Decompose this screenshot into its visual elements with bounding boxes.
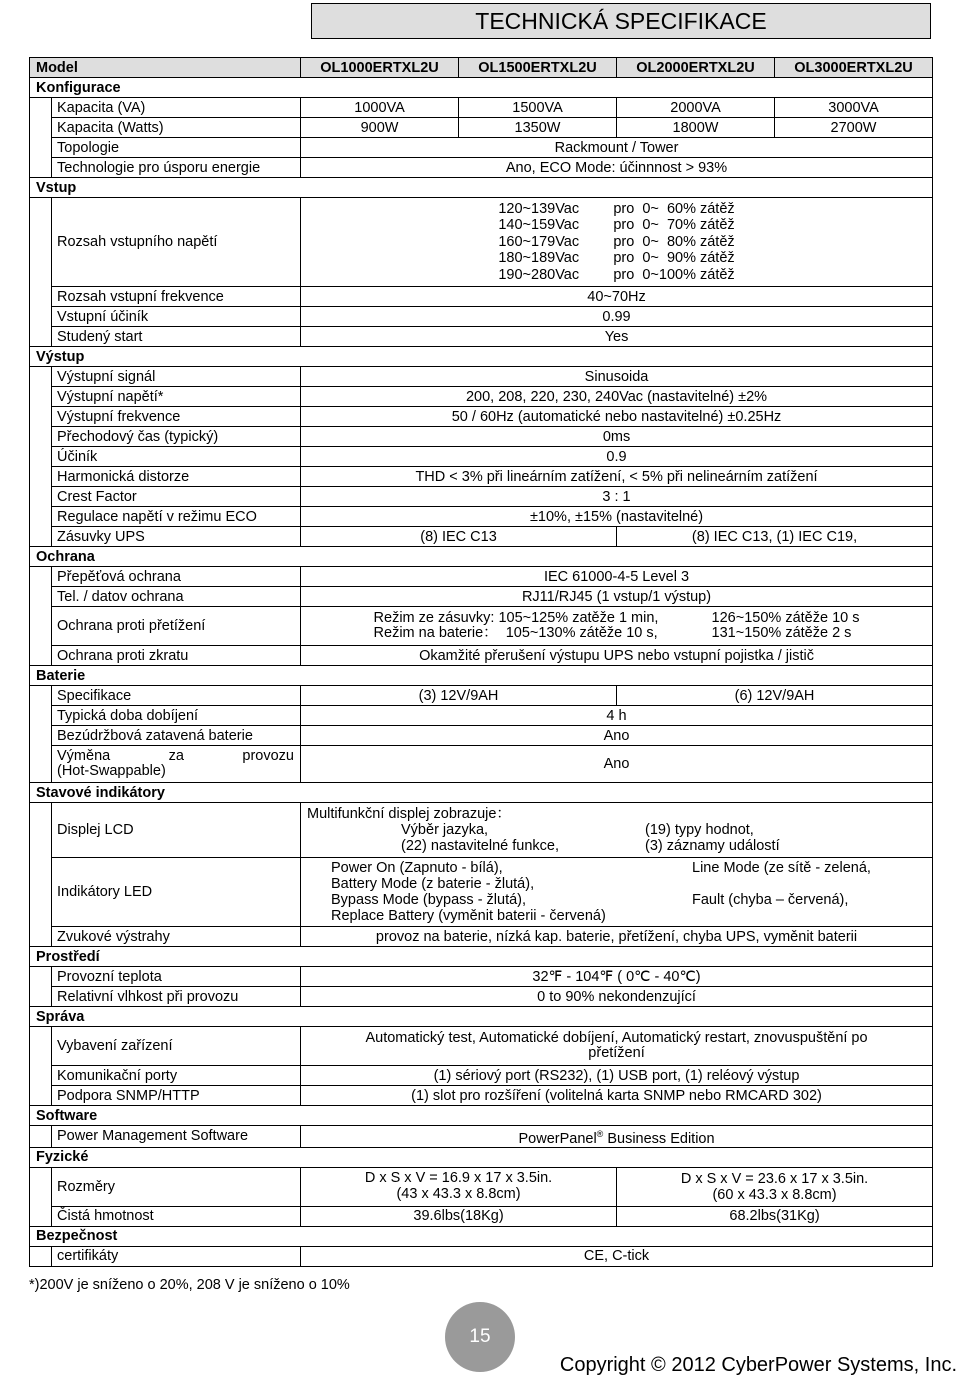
row-label: Typická doba dobíjení [52, 706, 301, 726]
table-row [30, 1086, 933, 1106]
led-item: Line Mode (ze sítě - zelená, [692, 860, 871, 876]
software-edition: Business Edition [603, 1130, 715, 1147]
cell-value: 0ms [301, 427, 933, 447]
row-label: Přechodový čas (typický) [52, 427, 301, 447]
row-label: Specifikace [52, 686, 301, 706]
page-number: 15 [445, 1302, 515, 1372]
cell-value: (1) sériový port (RS232), (1) USB port, (1) reléový výstup [301, 1066, 933, 1086]
row-label: Rozsah vstupní frekvence [52, 287, 301, 307]
lcd-item: Výběr jazyka, [401, 822, 489, 838]
table-row [30, 327, 933, 347]
row-label: Účiník [52, 447, 301, 467]
cell-value: (1) slot pro rozšíření (volitelná karta SNMP nebo RMCARD 302) [301, 1086, 933, 1106]
led-item: Fault (chyba – červená), [692, 892, 849, 908]
cell-value: Ano [301, 726, 933, 746]
range-load: pro 0~100% zátěž [613, 266, 735, 283]
row-label: Relativní vlhkost při provozu [52, 987, 301, 1007]
table-row [30, 467, 933, 487]
cell-value: RJ11/RJ45 (1 vstup/1 výstup) [301, 587, 933, 607]
model-1: OL1000ERTXL2U [301, 58, 459, 78]
cell-value: (8) IEC C13 [301, 527, 617, 547]
section-management: Správa [30, 1007, 933, 1027]
range-load: pro 0~ 60% zátěž [613, 200, 735, 217]
section-physical: Fyzické [30, 1147, 933, 1167]
section-protection: Ochrana [30, 547, 933, 567]
table-row [30, 138, 933, 158]
cell-value: provoz na baterie, nízká kap. baterie, přetížení, chyba UPS, vyměnit baterii [301, 927, 933, 947]
table-row [30, 686, 933, 706]
row-label: Výstupní napětí* [52, 387, 301, 407]
cell-value: 900W [301, 118, 459, 138]
row-label: Čistá hmotnost [52, 1206, 301, 1226]
section-input: Vstup [30, 178, 933, 198]
row-label: Tel. / datov ochrana [52, 587, 301, 607]
table-row [30, 118, 933, 138]
range-load: pro 0~ 70% zátěž [613, 217, 735, 234]
table-row [30, 967, 933, 987]
cell-value: 0 to 90% nekondenzující [301, 987, 933, 1007]
cell-value: 50 / 60Hz (automatické nebo nastavitelné) ±0.25Hz [301, 407, 933, 427]
table-row [30, 858, 933, 927]
row-label: Zvukové výstrahy [52, 927, 301, 947]
row-label: za [168, 748, 184, 764]
cell-value: Okamžité přerušení výstupu UPS nebo vstupní pojistka / jistič [301, 646, 933, 666]
cell-value: THD < 3% při lineárním zatížení, < 5% při nelineárním zatížení [301, 467, 933, 487]
cell-value: CE, C-tick [301, 1246, 933, 1266]
lcd-item: (3) záznamy událostí [645, 838, 780, 854]
dimensions-a [301, 1167, 617, 1206]
row-label: Zásuvky UPS [52, 527, 301, 547]
dimensions-b [617, 1167, 933, 1206]
input-voltage-ranges [301, 198, 933, 287]
software-cell [301, 1126, 933, 1148]
table-row [30, 98, 933, 118]
features-cell [301, 1027, 933, 1066]
table-row [30, 427, 933, 447]
dim-line: D x S x V = 16.9 x 17 x 3.5in. [364, 1170, 553, 1187]
table-row [30, 587, 933, 607]
cell-value: Rackmount / Tower [301, 138, 933, 158]
table-row [30, 367, 933, 387]
table-row [30, 487, 933, 507]
row-label: Výstupní signál [52, 367, 301, 387]
row-label: Bezúdržbová zatavená baterie [52, 726, 301, 746]
registered-mark: ® [596, 1129, 604, 1139]
row-label: provozu [242, 748, 294, 764]
row-label: Studený start [52, 327, 301, 347]
row-label: Topologie [52, 138, 301, 158]
row-label: Výměna [57, 748, 111, 764]
cell-value: Sinusoida [301, 367, 933, 387]
led-item: Replace Battery (vyměnit baterii - červená) [331, 908, 606, 924]
cell-value: 1500VA [459, 98, 617, 118]
table-row [30, 706, 933, 726]
table-header-row [30, 58, 933, 78]
cell-value: 4 h [301, 706, 933, 726]
row-label: (Hot-Swappable) [57, 763, 166, 779]
overload-line: Režim ze zásuvky: 105~125% zatěže 1 min, [373, 609, 659, 626]
table-row [30, 646, 933, 666]
cell-value: 1000VA [301, 98, 459, 118]
range-voltage: 140~159Vac [498, 217, 580, 234]
cell-value: Ano, ECO Mode: účinnnost > 93% [301, 158, 933, 178]
features-line: přetížení [588, 1045, 645, 1061]
range-voltage: 190~280Vac [498, 266, 580, 283]
cell-value: 1350W [459, 118, 617, 138]
row-label: Rozsah vstupního napětí [52, 198, 301, 287]
cell-value: 2000VA [617, 98, 775, 118]
row-label: Harmonická distorze [52, 467, 301, 487]
cell-value: (6) 12V/9AH [617, 686, 933, 706]
cell-value: 0.99 [301, 307, 933, 327]
footnote: *)200V je sníženo o 20%, 208 V je sníženo o 10% [29, 1277, 350, 1293]
cell-value: 40~70Hz [301, 287, 933, 307]
row-label: Výstupní frekvence [52, 407, 301, 427]
row-label: Indikátory LED [52, 858, 301, 927]
led-cell [301, 858, 933, 927]
model-header: Model [30, 58, 301, 78]
overload-line: 126~150% zátěže 10 s [711, 609, 860, 626]
table-row [30, 387, 933, 407]
cell-value: 2700W [775, 118, 933, 138]
cell-value: 68.2lbs(31Kg) [617, 1206, 933, 1226]
section-software: Software [30, 1106, 933, 1126]
row-label: Přepěťová ochrana [52, 567, 301, 587]
range-load: pro 0~ 90% zátěž [613, 250, 735, 267]
model-4: OL3000ERTXL2U [775, 58, 933, 78]
row-label: Power Management Software [52, 1126, 301, 1148]
cell-value: 0.9 [301, 447, 933, 467]
section-environment: Prostředí [30, 947, 933, 967]
row-label: Ochrana proti zkratu [52, 646, 301, 666]
page-title: TECHNICKÁ SPECIFIKACE [311, 3, 931, 39]
cell-value: 1800W [617, 118, 775, 138]
row-label: Crest Factor [52, 487, 301, 507]
overload-cell [301, 607, 933, 646]
features-line: Automatický test, Automatické dobíjení, Automatický restart, znovuspuštění po [365, 1029, 868, 1046]
table-row [30, 987, 933, 1007]
lcd-item: (22) nastavitelné funkce, [401, 838, 559, 854]
lcd-item: (19) typy hodnot, [645, 822, 754, 838]
row-label: Regulace napětí v režimu ECO [52, 507, 301, 527]
software-name: PowerPanel [518, 1130, 597, 1147]
led-item: Bypass Mode (bypass - žlutá), [331, 892, 527, 908]
lcd-cell [301, 803, 933, 858]
row-label: Provozní teplota [52, 967, 301, 987]
section-output: Výstup [30, 347, 933, 367]
table-row [30, 287, 933, 307]
lcd-intro: Multifunkční displej zobrazuje： [307, 806, 511, 822]
cell-value: 3000VA [775, 98, 933, 118]
overload-line: Režim na baterie： 105~130% zátěže 10 s, [373, 625, 658, 641]
table-row [30, 507, 933, 527]
spec-table [29, 57, 933, 1267]
led-item: Battery Mode (z baterie - žlutá), [331, 876, 535, 892]
table-row [30, 1246, 933, 1266]
table-row [30, 607, 933, 646]
table-row [30, 803, 933, 858]
row-label: Ochrana proti přetížení [52, 607, 301, 646]
row-label: Kapacita (VA) [52, 98, 301, 118]
dim-line: (60 x 43.3 x 8.8cm) [712, 1186, 837, 1203]
row-label: Komunikační porty [52, 1066, 301, 1086]
cell-value: IEC 61000-4-5 Level 3 [301, 567, 933, 587]
table-row [30, 927, 933, 947]
row-label: Vstupní účiník [52, 307, 301, 327]
row-label: certifikáty [52, 1246, 301, 1266]
cell-value: 32℉ - 104℉ ( 0℃ - 40℃) [301, 967, 933, 987]
table-row [30, 198, 933, 287]
range-voltage: 160~179Vac [498, 233, 580, 250]
section-indicators: Stavové indikátory [30, 783, 933, 803]
table-row [30, 447, 933, 467]
hot-swap-label [52, 746, 301, 783]
copyright: Copyright © 2012 CyberPower Systems, Inc. [559, 1354, 957, 1376]
table-row [30, 1167, 933, 1206]
row-label: Kapacita (Watts) [52, 118, 301, 138]
table-row [30, 567, 933, 587]
range-voltage: 120~139Vac [498, 200, 580, 217]
table-row [30, 1066, 933, 1086]
cell-value: 3 : 1 [301, 487, 933, 507]
row-label: Technologie pro úsporu energie [52, 158, 301, 178]
range-voltage: 180~189Vac [498, 250, 580, 267]
cell-value: Ano [301, 746, 933, 783]
cell-value: 200, 208, 220, 230, 240Vac (nastavitelné) ±2% [301, 387, 933, 407]
range-load: pro 0~ 80% zátěž [613, 233, 735, 250]
row-label: Displej LCD [52, 803, 301, 858]
table-row [30, 307, 933, 327]
table-row [30, 746, 933, 783]
dim-line: (43 x 43.3 x 8.8cm) [396, 1185, 521, 1202]
cell-value: 39.6lbs(18Kg) [301, 1206, 617, 1226]
cell-value: (8) IEC C13, (1) IEC C19, [617, 527, 933, 547]
row-label: Podpora SNMP/HTTP [52, 1086, 301, 1106]
table-row [30, 158, 933, 178]
table-row [30, 1206, 933, 1226]
cell-value: (3) 12V/9AH [301, 686, 617, 706]
table-row [30, 407, 933, 427]
cell-value: ±10%, ±15% (nastavitelné) [301, 507, 933, 527]
table-row [30, 726, 933, 746]
led-item: Power On (Zapnuto - bílá), [331, 860, 503, 876]
table-row [30, 1027, 933, 1066]
table-row [30, 1126, 933, 1148]
table-row [30, 527, 933, 547]
row-label: Rozměry [52, 1167, 301, 1206]
dim-line: D x S x V = 23.6 x 17 x 3.5in. [680, 1170, 869, 1187]
overload-line: 131~150% zátěže 2 s [711, 625, 852, 641]
row-label: Vybavení zařízení [52, 1027, 301, 1066]
section-config: Konfigurace [30, 78, 933, 98]
model-2: OL1500ERTXL2U [459, 58, 617, 78]
model-3: OL2000ERTXL2U [617, 58, 775, 78]
cell-value: Yes [301, 327, 933, 347]
section-battery: Baterie [30, 666, 933, 686]
section-safety: Bezpečnost [30, 1226, 933, 1246]
